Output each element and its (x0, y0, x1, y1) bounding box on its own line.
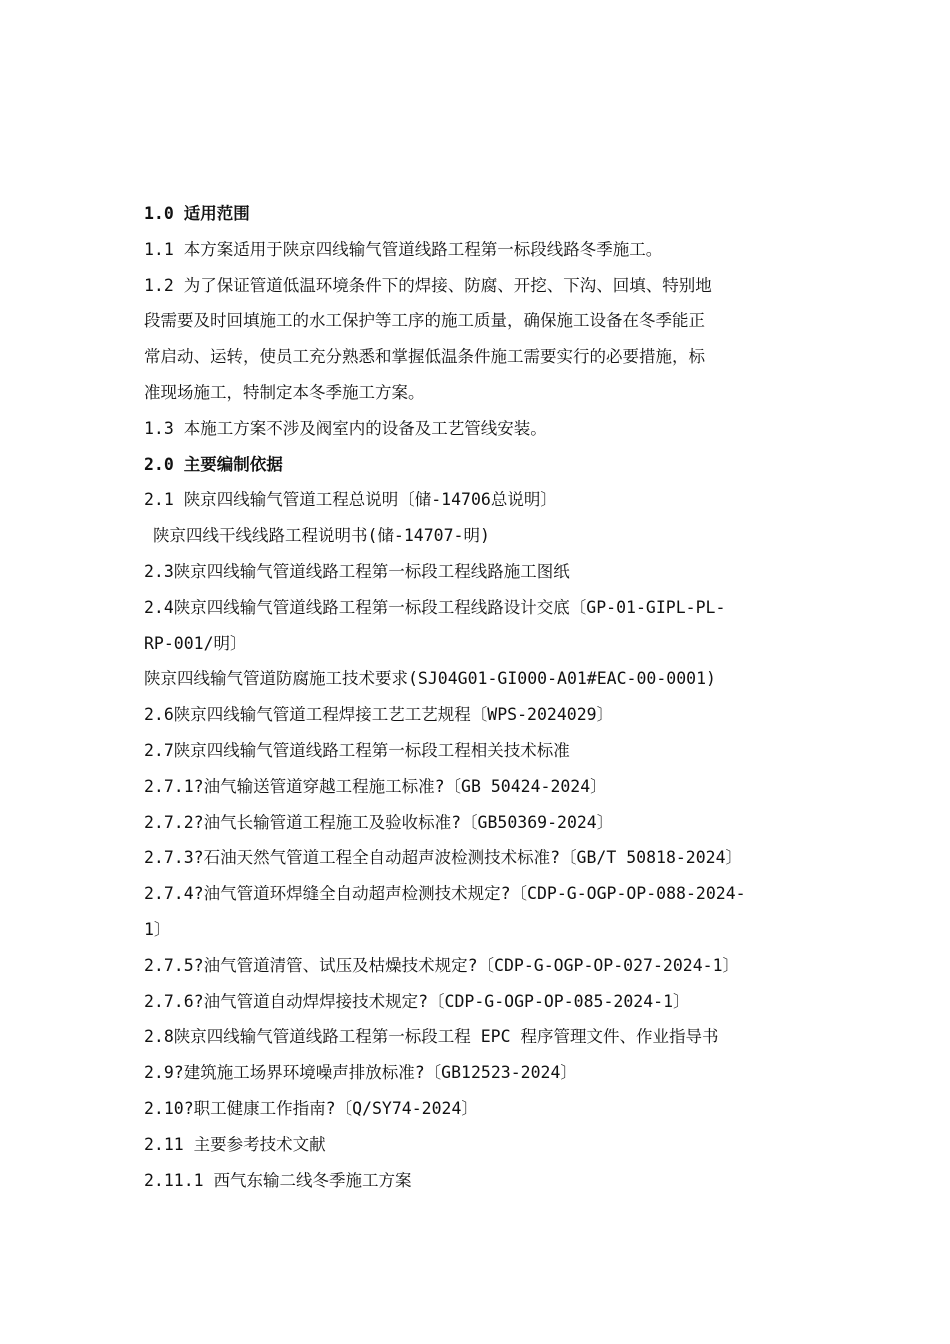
paragraph-1-1: 1.1 本方案适用于陕京四线输气管道线路工程第一标段线路冬季施工。 (144, 239, 663, 259)
reference-2-2: 陕京四线干线线路工程说明书(储-14707-明) (153, 526, 490, 546)
reference-2-7: 2.7陕京四线输气管道线路工程第一标段工程相关技术标准 (144, 740, 570, 760)
paragraph-1-3: 1.3 本施工方案不涉及阀室内的设备及工艺管线安装。 (144, 418, 547, 438)
reference-2-3: 2.3陕京四线输气管道线路工程第一标段工程线路施工图纸 (144, 561, 570, 581)
reference-2-10: 2.10?职工健康工作指南?〔Q/SY74-2024〕 (144, 1098, 478, 1118)
section-heading-1-0: 1.0 适用范围 (144, 204, 250, 223)
reference-2-7-3: 2.7.3?石油天然气管道工程全自动超声波检测技术标准?〔GB/T 50818-2024〕 (144, 848, 743, 868)
reference-2-11-1: 2.11.1 西气东输二线冬季施工方案 (144, 1170, 412, 1190)
paragraph-1-2-line-2: 段需要及时回填施工的水工保护等工序的施工质量，确保施工设备在冬季能正 (144, 311, 705, 331)
reference-2-7-4-line-2: 1〕 (144, 919, 171, 939)
reference-2-4-line-1: 2.4陕京四线输气管道线路工程第一标段工程线路设计交底〔GP-01-GIPL-PL- (144, 597, 726, 617)
paragraph-1-2-line-3: 常启动、运转，使员工充分熟悉和掌握低温条件施工需要实行的必要措施，标 (144, 347, 705, 367)
reference-2-7-6: 2.7.6?油气管道自动焊焊接技术规定?〔CDP-G-OGP-OP-085-2024-1〕 (144, 991, 690, 1011)
reference-2-11: 2.11 主要参考技术文献 (144, 1134, 326, 1154)
reference-2-6: 2.6陕京四线输气管道工程焊接工艺工艺规程〔WPS-2024029〕 (144, 705, 614, 725)
reference-2-7-4-line-1: 2.7.4?油气管道环焊缝全自动超声检测技术规定?〔CDP-G-OGP-OP-088-2024- (144, 884, 746, 904)
paragraph-1-2-line-4: 准现场施工，特制定本冬季施工方案。 (144, 382, 425, 402)
reference-2-8: 2.8陕京四线输气管道线路工程第一标段工程 EPC 程序管理文件、作业指导书 (144, 1027, 719, 1047)
reference-2-7-1: 2.7.1?油气输送管道穿越工程施工标准?〔GB 50424-2024〕 (144, 776, 607, 796)
section-heading-2-0: 2.0 主要编制依据 (144, 454, 283, 474)
reference-2-7-2: 2.7.2?油气长输管道工程施工及验收标准?〔GB50369-2024〕 (144, 812, 614, 832)
paragraph-1-2-line-1: 1.2 为了保证管道低温环境条件下的焊接、防腐、开挖、下沟、回填、特别地 (144, 275, 712, 295)
reference-2-4-line-2: RP-001/明〕 (144, 633, 247, 653)
reference-2-5: 陕京四线输气管道防腐施工技术要求(SJ04G01-GI000-A01#EAC-00-0001) (144, 669, 716, 689)
document-body (144, 196, 804, 1198)
reference-2-1: 2.1 陕京四线输气管道工程总说明〔储-14706总说明〕 (144, 490, 557, 510)
reference-2-7-5: 2.7.5?油气管道清管、试压及枯燥技术规定?〔CDP-G-OGP-OP-027-2024-1〕 (144, 955, 740, 975)
reference-2-9: 2.9?建筑施工场界环境噪声排放标准?〔GB12523-2024〕 (144, 1063, 577, 1083)
